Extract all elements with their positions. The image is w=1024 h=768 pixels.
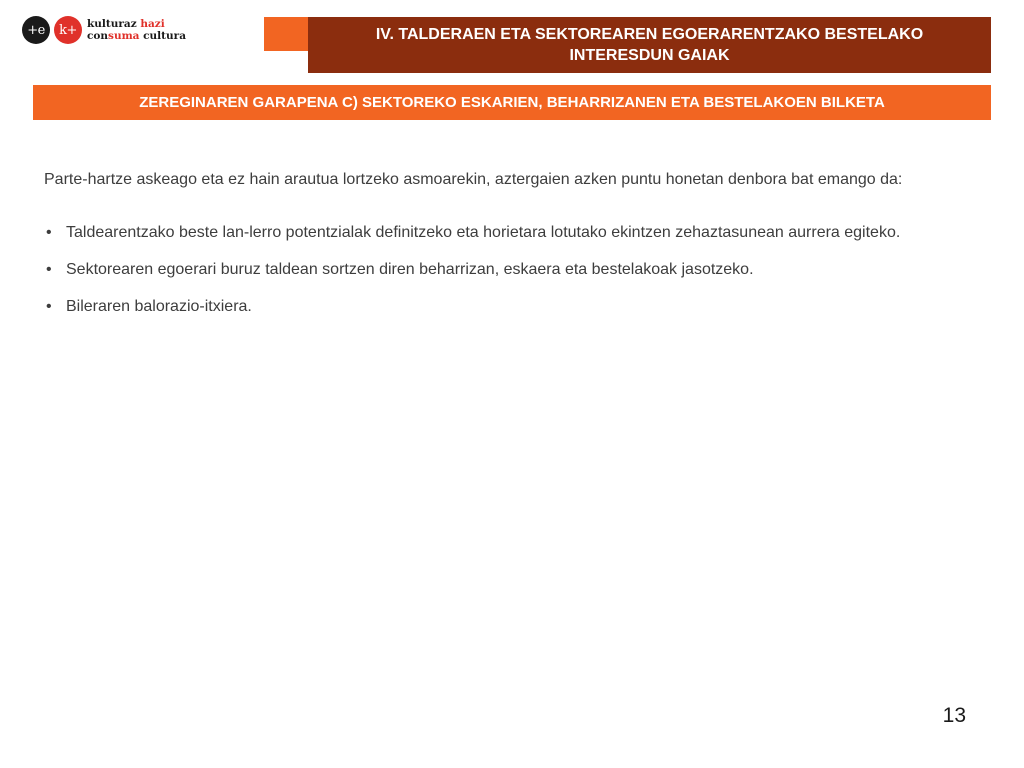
logo-line-1-b: hazi — [140, 18, 165, 30]
logo-line-1 — [87, 18, 186, 30]
list-item-text: Bileraren balorazio-itxiera. — [66, 298, 252, 315]
logo-line-2-c: cultura — [139, 30, 186, 42]
logo-wordmark — [87, 18, 186, 42]
logo — [22, 16, 186, 44]
logo-line-1-a: kulturaz — [87, 18, 141, 30]
list-item — [44, 253, 979, 286]
logo-mark-right: k+ — [54, 16, 82, 44]
page-number: 13 — [942, 704, 966, 727]
list-item-text: Sektorearen egoerari buruz taldean sortzen diren beharrizan, eskaera eta bestelakoak jasotzeko. — [66, 261, 754, 278]
bullet-icon: • — [46, 261, 52, 278]
bullet-list — [44, 216, 979, 323]
intro-paragraph: Parte-hartze askeago eta ez hain arautua lortzeko asmoarekin, aztergaien azken puntu honetan denbora bat emango da: — [44, 171, 903, 188]
subsection-header — [33, 85, 991, 120]
logo-line-2-b: suma — [108, 30, 140, 42]
section-header — [308, 17, 991, 73]
logo-mark-left: +e — [22, 16, 50, 44]
subsection-title: ZEREGINAREN GARAPENA C) SEKTOREKO ESKARIEN, BEHARRIZANEN ETA BESTELAKOEN BILKETA — [139, 94, 885, 111]
bullet-icon: • — [46, 224, 52, 241]
section-title: IV. TALDERAEN ETA SEKTOREAREN EGOERARENTZAKO BESTELAKO INTERESDUN GAIAK — [375, 26, 924, 64]
list-item-text: Taldearentzako beste lan-lerro potentzialak definitzeko eta horietara lotutako ekintzen zehaztasunean aurrera egiteko. — [66, 224, 901, 241]
list-item — [44, 216, 979, 249]
slide-body — [44, 163, 979, 327]
header-accent-block — [264, 17, 308, 51]
logo-line-2 — [87, 30, 186, 42]
bullet-icon: • — [46, 298, 52, 315]
list-item — [44, 290, 979, 323]
logo-line-2-a: con — [87, 30, 109, 42]
